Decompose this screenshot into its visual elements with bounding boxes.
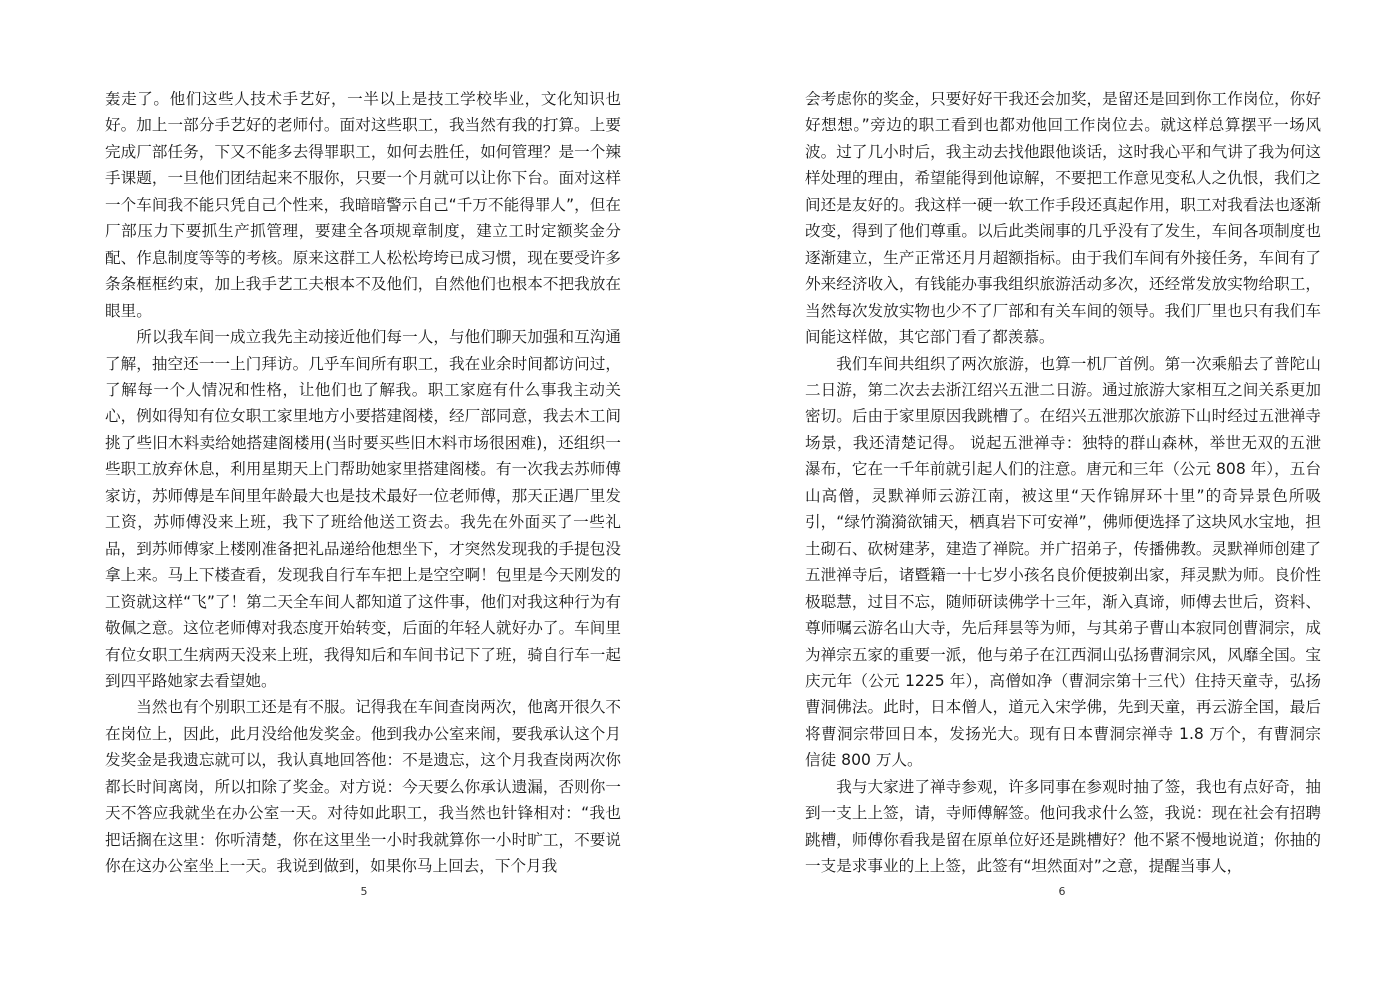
left-page-body xyxy=(105,86,621,880)
right-paragraph-3: 我与大家进了禅寺参观，许多同事在参观时抽了签，我也有点好奇，抽到一支上上签，请，寺师傅解签。他问我求什么签，我说：现在社会有招聘跳槽，师傅你看我是留在原单位好还是跳槽好？他不紧不慢地说道；你抽的一支是求事业的上上签，此签有“坦然面对”之意，提醒当事人， xyxy=(805,777,1321,876)
right-page xyxy=(699,0,1398,982)
left-paragraph-3: 当然也有个别职工还是有不服。记得我在车间查岗两次，他离开很久不在岗位上，因此，此月没给他发奖金。他到我办公室来闹，要我承认这个月发奖金是我遗忘就可以，我认真地回答他：不是遗忘，这个月我查岗两次你都长时间离岗，所以扣除了奖金。对方说：今天要么你承认遗漏，否则你一天不答应我就坐在办公室一天。对待如此职工，我当然也针锋相对：“我也把话搁在这里：你听清楚，你在这里坐一小时我就算你一小时旷工，不要说你在这办公室坐上一天。我说到做到，如果你马上回去，下个月我 xyxy=(105,698,621,876)
left-paragraph-1: 轰走了。他们这些人技术手艺好，一半以上是技工学校毕业，文化知识也好。加上一部分手艺好的老师付。面对这些职工，我当然有我的打算。上要完成厂部任务，下又不能多去得罪职工，如何去胜任，如何管理？是一个辣手课题，一旦他们团结起来不服你，只要一个月就可以让你下台。面对这样一个车间我不能只凭自己个性来，我暗暗警示自己“千万不能得罪人”，但在厂部压力下要抓生产抓管理，要建全各项规章制度，建立工时定额奖金分配、作息制度等等的考核。原来这群工人松松垮垮已成习惯，现在要受许多条条框框约束，加上我手艺工夫根本不及他们，自然他们也根本不把我放在眼里。 xyxy=(105,90,621,320)
left-page-number: 5 xyxy=(360,885,368,898)
right-paragraph-2: 我们车间共组织了两次旅游，也算一机厂首例。第一次乘船去了普陀山二日游，第二次去去浙江绍兴五泄二日游。通过旅游大家相互之间关系更加密切。后由于家里原因我跳槽了。在绍兴五泄那次旅游下山时经过五泄禅寺场景，我还清楚记得。 说起五泄禅寺：独特的群山森林，举世无双的五泄瀑布，它在一千年前就引起人们的注意。唐元和三年（公元 808 年），五台山高僧，灵默禅师云游江南，被这里“天作锦屏环十里”的奇异景色所吸引，“绿竹漪漪欲铺天，栖真岩下可安禅”，佛师便选择了这块风水宝地，担土砌石、砍树建茅，建造了禅院。并广招弟子，传播佛教。灵默禅师创建了五泄禅寺后，诸暨籍一十七岁小孩名良价便披剃出家，拜灵默为师。良价性极聪慧，过目不忘，随师研读佛学十三年，渐入真谛，师傅去世后，资料、尊师嘱云游名山大寺，先后拜昙等为师，与其弟子曹山本寂同创曹洞宗，成为禅宗五家的重要一派，他与弟子在江西洞山弘扬曹洞宗风，风靡全国。宝庆元年（公元 1225 年），高僧如净（曹洞宗第十三代）住持天童寺，弘扬曹洞佛法。此时，日本僧人，道元入宋学佛，先到天童，再云游全国，最后将曹洞宗带回日本，发扬光大。现有日本曹洞宗禅寺 1.8 万个，有曹洞宗信徒 800 万人。 xyxy=(805,354,1321,770)
left-paragraph-2: 所以我车间一成立我先主动接近他们每一人，与他们聊天加强和互沟通了解，抽空还一一上门拜访。几乎车间所有职工，我在业余时间都访问过，了解每一个人情况和性格，让他们也了解我。职工家庭有什么事我主动关心，例如得知有位女职工家里地方小要搭建阁楼，经厂部同意，我去木工间挑了些旧木料卖给她搭建阁楼用(当时要买些旧木料市场很困难)，还组织一些职工放弃休息，利用星期天上门帮助她家里搭建阁楼。有一次我去苏师傅家访，苏师傅是车间里年龄最大也是技术最好一位老师傅，那天正遇厂里发工资，苏师傅没来上班，我下了班给他送工资去。我先在外面买了一些礼品，到苏师傅家上楼刚准备把礼品递给他想坐下，才突然发现我的手提包没拿上来。马上下楼查看，发现我自行车车把上是空空啊！包里是今天刚发的工资就这样“飞”了！第二天全车间人都知道了这件事，他们对我这种行为有敬佩之意。这位老师傅对我态度开始转变，后面的年轻人就好办了。车间里有位女职工生病两天没来上班，我得知后和车间书记下了班，骑自行车一起到四平路她家去看望她。 xyxy=(105,328,621,690)
right-page-number: 6 xyxy=(1058,885,1066,898)
right-paragraph-1: 会考虑你的奖金，只要好好干我还会加奖，是留还是回到你工作岗位，你好好想想。”旁边的职工看到也都劝他回工作岗位去。就这样总算摆平一场风波。过了几小时后，我主动去找他跟他谈话，这时我心平和气讲了我为何这样处理的理由，希望能得到他谅解，不要把工作意见变私人之仇恨，我们之间还是友好的。我这样一硬一软工作手段还真起作用，职工对我看法也逐渐改变，得到了他们尊重。以后此类闹事的几乎没有了发生，车间各项制度也逐渐建立，生产正常还月月超额指标。由于我们车间有外接任务，车间有了外来经济收入，有钱能办事我组织旅游活动多次，还经常发放实物给职工，当然每次发放实物也少不了厂部和有关车间的领导。我们厂里也只有我们车间能这样做，其它部门看了都羡慕。 xyxy=(805,90,1321,347)
right-page-body xyxy=(805,86,1321,880)
